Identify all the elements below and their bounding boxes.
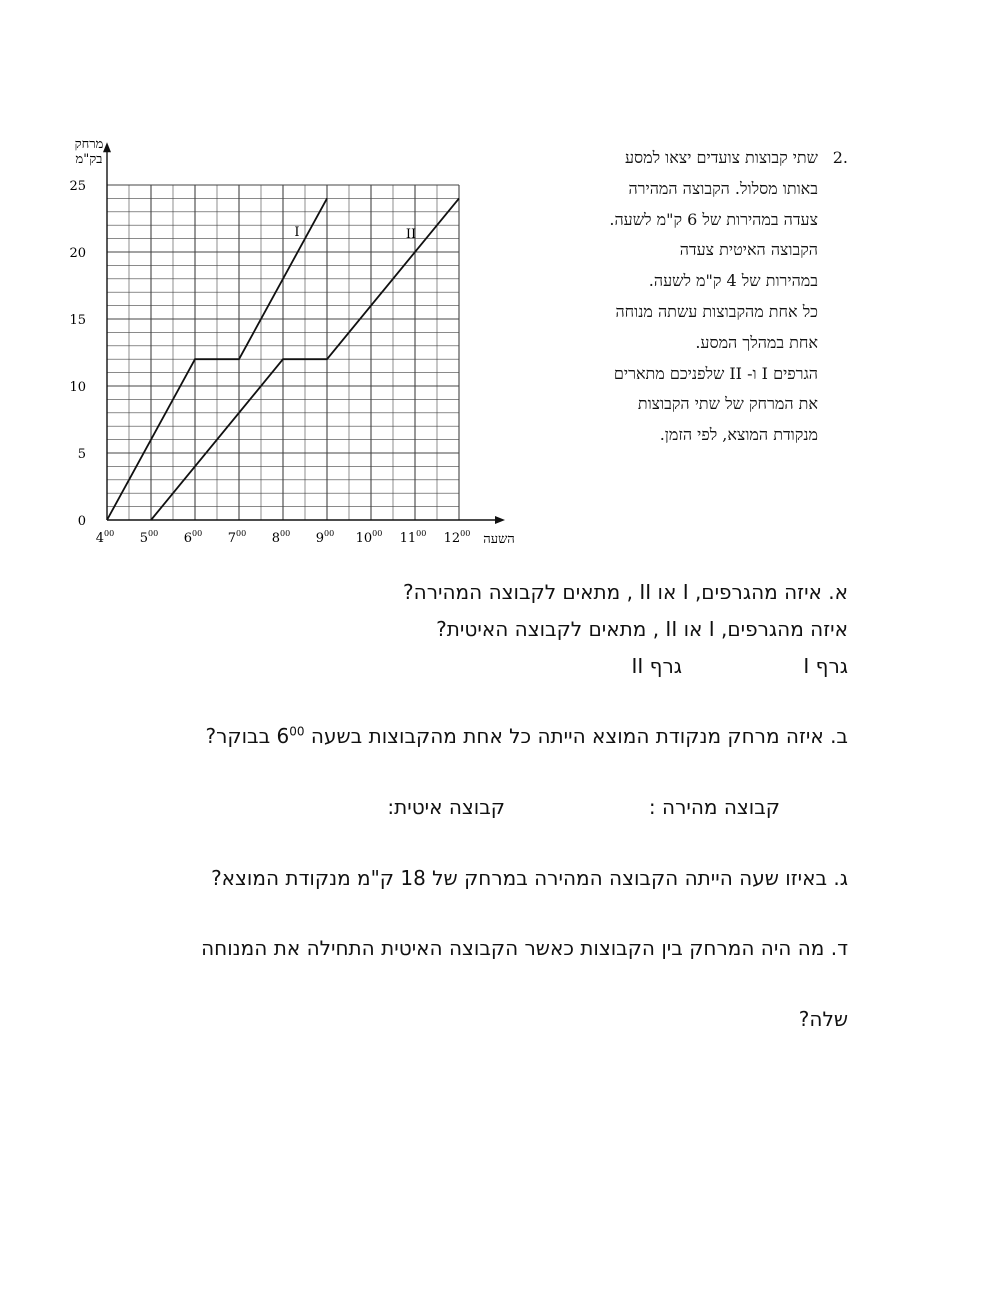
question-b-text: ב. איזה מרחק מנקודת המוצא הייתה כל אחת מהקבוצות בשעה [304, 724, 848, 748]
question-c: ג. באיזו שעה הייתה הקבוצה המהירה במרחק של 18 ק"מ מנקודת המוצא? [211, 866, 848, 890]
question-b-slow-label: קבוצה איטית: [387, 795, 505, 819]
y-tick-label: 0 [77, 514, 86, 529]
x-tick-label: $9^{00}$ [315, 529, 335, 546]
question-b-time-hour: 6 [276, 724, 290, 748]
intro-line: כל אחת מהקבוצות עשתה מנוחה [615, 301, 818, 321]
y-tick-label: 25 [69, 179, 86, 194]
y-tick-label: 20 [69, 246, 86, 261]
x-tick-label: $6^{00}$ [183, 529, 203, 546]
x-tick-label: $11^{00}$ [399, 529, 427, 546]
question-b [205, 724, 848, 748]
x-axis-label: השעה [483, 532, 515, 547]
x-tick-label: $7^{00}$ [227, 529, 247, 546]
intro-line: שתי קבוצות צועדים יצאו למסע [624, 148, 818, 167]
intro-line: באותו מסלול. הקבוצה המהירה [628, 178, 818, 198]
x-axis-arrow [495, 516, 505, 524]
question-a-line1: א. איזה מהגרפים, I או II , מתאים לקבוצה המהירה? [403, 580, 848, 604]
question-a-option-2: גרף II [631, 654, 682, 678]
series-label-I: I [294, 225, 300, 240]
question-a-option-1: גרף I [803, 654, 848, 678]
question-d-line1: ד. מה היה המרחק בין הקבוצות כאשר הקבוצה האיטית התחילה את המנוחה [201, 936, 848, 960]
intro-line: צעדה במהירות של 6 ק"מ לשעה. [609, 209, 818, 229]
problem-intro [518, 143, 818, 451]
x-tick-label: $4^{00}$ [95, 529, 115, 546]
intro-line: במהירות של 4 ק"מ לשעה. [648, 271, 818, 291]
x-tick-label: $5^{00}$ [139, 529, 159, 546]
intro-line: מנקודת המוצא, לפי הזמן. [659, 425, 818, 445]
y-axis-label-line2: בק"מ [75, 152, 103, 167]
x-tick-label: $8^{00}$ [271, 529, 291, 546]
x-tick-label: $10^{00}$ [355, 529, 383, 546]
series-label-II: II [405, 227, 417, 242]
intro-line: הקבוצה האיטית צעדה [679, 240, 818, 260]
problem-number: 2. [832, 148, 848, 167]
question-b-time [277, 724, 305, 748]
question-b-fast-label: קבוצה מהירה : [648, 795, 780, 819]
question-b-text-end: בבוקר? [205, 724, 277, 748]
question-d-line2: שלה? [798, 1007, 848, 1031]
question-b-time-minutes: 00 [289, 724, 305, 739]
y-tick-label: 5 [77, 447, 86, 462]
intro-line: אחת במהלך המסע. [695, 332, 818, 352]
y-axis-label-line1: מרחק [74, 137, 104, 152]
question-a-line2: איזה מהגרפים, I או II , מתאים לקבוצה האיטית? [436, 617, 848, 641]
y-tick-label: 10 [69, 380, 86, 395]
intro-line: את המרחק של שתי הקבוצות [637, 394, 818, 414]
chart-axes [103, 142, 505, 524]
distance-time-chart [0, 0, 540, 560]
intro-line: הגרפים I ו- II שלפניכם מתארים [613, 363, 818, 383]
x-tick-label: $12^{00}$ [443, 529, 471, 546]
y-axis-arrow [103, 142, 111, 152]
y-tick-label: 15 [69, 313, 86, 328]
